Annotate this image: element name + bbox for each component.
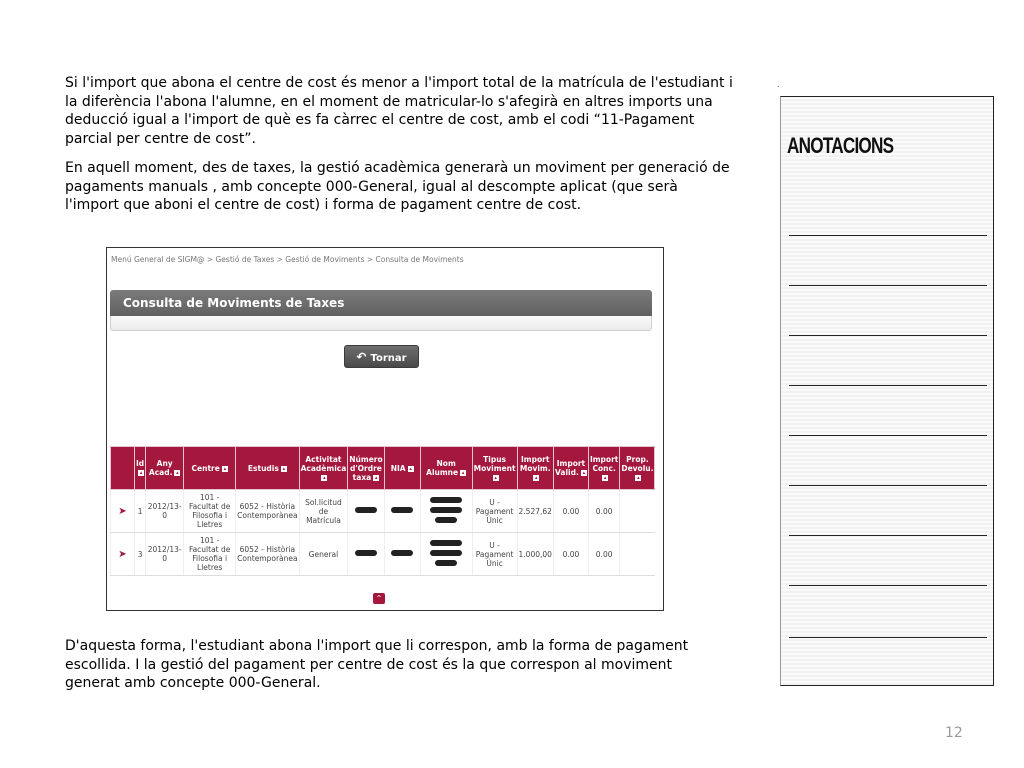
annotations-panel xyxy=(780,96,994,686)
table-row[interactable] xyxy=(111,490,655,533)
redacted-mark xyxy=(430,507,462,513)
column-id[interactable]: Id ▴ xyxy=(135,447,146,490)
annotation-line[interactable] xyxy=(789,335,987,336)
cell-nom-alumne xyxy=(420,490,472,533)
column-import-movim[interactable]: Import Movim.▴ xyxy=(517,447,553,490)
decorative-dot: . xyxy=(777,80,780,89)
cell-prop-devolu xyxy=(620,533,655,576)
column-numero-ordre[interactable]: Número d'Ordre taxa ▴ xyxy=(348,447,384,490)
cell-nom-alumne xyxy=(420,533,472,576)
annotation-line[interactable] xyxy=(789,435,987,436)
table-header-row xyxy=(111,447,655,490)
sort-icon[interactable]: ▴ xyxy=(461,470,465,476)
cell-centre: 101 - Facultat de Filosofia i Lletres xyxy=(184,533,236,576)
redacted-mark xyxy=(430,497,462,503)
cell-import-valid: 0.00 xyxy=(553,490,588,533)
moviments-table xyxy=(110,446,655,576)
sort-icon[interactable]: ▴ xyxy=(534,474,538,481)
sort-icon[interactable]: ▴ xyxy=(139,470,143,476)
annotation-line[interactable] xyxy=(789,285,987,286)
cell-numero-ordre xyxy=(348,533,384,576)
redacted-mark xyxy=(355,550,377,556)
cell-nia xyxy=(384,490,420,533)
column-select xyxy=(111,447,135,490)
column-any[interactable]: Any Acad. ▴ xyxy=(146,447,184,490)
titlebar-footer xyxy=(110,316,652,331)
annotation-line[interactable] xyxy=(789,235,987,236)
cursor-arrow-icon[interactable]: ➤ xyxy=(118,548,127,560)
redacted-mark xyxy=(391,507,413,513)
cell-tipus: U - Pagament Únic xyxy=(472,490,517,533)
cell-import-movim: 2.527,62 xyxy=(517,490,553,533)
cell-tipus: U - Pagament Únic xyxy=(472,533,517,576)
tornar-button[interactable] xyxy=(344,345,419,368)
paragraph-centre-cost: Si l'import que abona el centre de cost és menor a l'import total de la matrícula de l'estudiant i la diferència l'abona l'alumne, en el moment de matricular-lo s'afegirà en altres imports una deducció igual a l'import de què es fa càrrec el centre de cost, amb el codi “11-Pagament parcial per centre de cost”. xyxy=(65,75,733,147)
sort-icon[interactable]: ▴ xyxy=(637,474,640,481)
column-estudis[interactable]: Estudis ▴ xyxy=(236,447,299,490)
column-tipus[interactable]: Tipus Moviment▴ xyxy=(472,447,517,490)
redacted-mark xyxy=(435,560,457,566)
page-number: 12 xyxy=(945,725,963,741)
annotation-line[interactable] xyxy=(789,637,987,638)
sort-icon[interactable]: ▴ xyxy=(223,465,227,472)
paragraph-moviment: En aquell moment, des de taxes, la gestió acadèmica generarà un moviment per generació de pagaments manuals , amb concepte 000-General, igual al descompte aplicat (que serà l'import que aboni el centre de cost) i forma de pagament centre de cost. xyxy=(65,160,730,213)
annotation-line[interactable] xyxy=(789,535,987,536)
cell-import-movim: 1.000,00 xyxy=(517,533,553,576)
redacted-mark xyxy=(435,517,457,523)
cell-estudis: 6052 - Història Contemporànea xyxy=(236,533,299,576)
annotations-title: ANOTACIONS xyxy=(787,133,894,158)
column-centre[interactable]: Centre ▴ xyxy=(184,447,236,490)
cursor-arrow-icon[interactable]: ➤ xyxy=(118,505,127,517)
sort-icon[interactable]: ▴ xyxy=(582,470,586,476)
column-nia[interactable]: NIA ▴ xyxy=(384,447,420,490)
redacted-mark xyxy=(430,550,462,556)
screenshot-consulta-moviments xyxy=(106,247,664,611)
cell-import-conc: 0.00 xyxy=(588,533,619,576)
page-title: Consulta de Moviments de Taxes xyxy=(110,290,652,316)
cell-import-valid: 0.00 xyxy=(553,533,588,576)
cell-id: 3 xyxy=(135,533,146,576)
cell-activitat: General xyxy=(299,533,348,576)
cell-estudis: 6052 - Història Contemporànea xyxy=(236,490,299,533)
redacted-mark xyxy=(355,507,377,513)
sort-icon[interactable]: ▴ xyxy=(176,470,179,476)
redacted-mark xyxy=(391,550,413,556)
undo-arrow-icon: ↶ xyxy=(356,350,367,364)
table-row[interactable] xyxy=(111,533,655,576)
cell-prop-devolu xyxy=(620,490,655,533)
scroll-top-button[interactable] xyxy=(373,593,385,604)
annotation-line[interactable] xyxy=(789,485,987,486)
annotation-line[interactable] xyxy=(789,585,987,586)
row-select[interactable] xyxy=(111,533,135,576)
column-import-valid[interactable]: Import Valid. ▴ xyxy=(553,447,588,490)
annotation-line[interactable] xyxy=(789,385,987,386)
paragraph-conclusio: D'aquesta forma, l'estudiant abona l'import que li correspon, amb la forma de pagament escollida. I la gestió del pagament per centre de cost és la que correspon al moviment generat amb concepte 000-General. xyxy=(65,638,689,691)
column-import-conc[interactable]: Import Conc.▴ xyxy=(588,447,619,490)
sort-icon[interactable]: ▴ xyxy=(494,474,497,481)
chevron-up-icon: ⌃ xyxy=(375,594,383,603)
cell-nia xyxy=(384,533,420,576)
cell-numero-ordre xyxy=(348,490,384,533)
column-activitat[interactable]: Activitat Acadèmica▴ xyxy=(299,447,348,490)
redacted-mark xyxy=(430,540,462,546)
sort-icon[interactable]: ▴ xyxy=(603,474,607,481)
cell-any: 2012/13-0 xyxy=(146,533,184,576)
row-select[interactable] xyxy=(111,490,135,533)
column-nom-alumne[interactable]: Nom Alumne ▴ xyxy=(420,447,472,490)
cell-activitat: Sol.licitud de Matrícula xyxy=(299,490,348,533)
cell-import-conc: 0.00 xyxy=(588,490,619,533)
cell-centre: 101 - Facultat de Filosofia i Lletres xyxy=(184,490,236,533)
sort-icon[interactable]: ▴ xyxy=(323,474,326,481)
sort-icon[interactable]: ▴ xyxy=(409,465,412,472)
column-prop-devolu[interactable]: Prop. Devolu.▴ xyxy=(620,447,655,490)
sort-icon[interactable]: ▴ xyxy=(374,474,378,481)
sort-icon[interactable]: ▴ xyxy=(282,465,286,472)
tornar-label: Tornar xyxy=(370,353,407,364)
cell-any: 2012/13-0 xyxy=(146,490,184,533)
cell-id: 1 xyxy=(135,490,146,533)
breadcrumb[interactable]: Menú General de SIGM@ > Gestió de Taxes > Gestió de Moviments > Consulta de Moviments xyxy=(111,255,464,264)
